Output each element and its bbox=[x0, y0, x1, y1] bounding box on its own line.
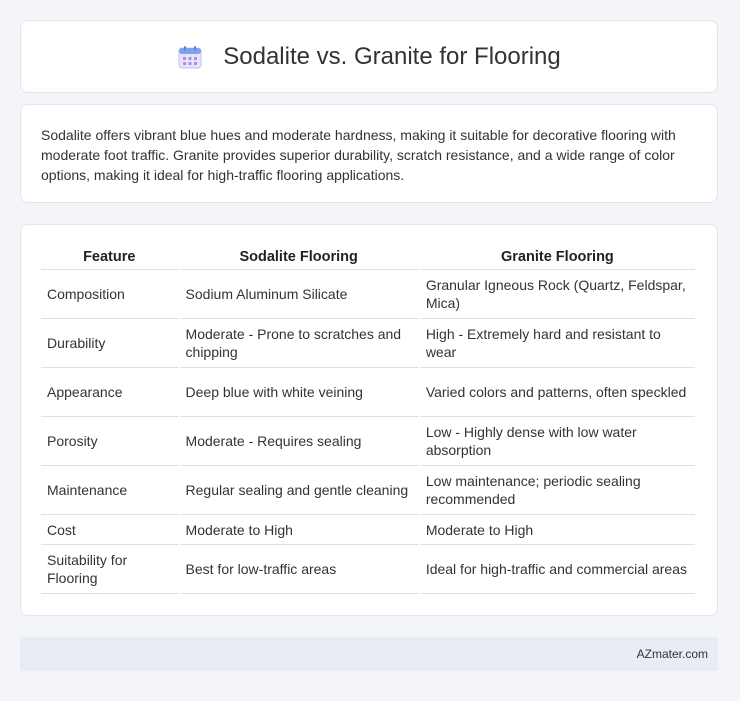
table-cell: Cost bbox=[41, 514, 178, 544]
page-title: Sodalite vs. Granite for Flooring bbox=[223, 42, 561, 70]
table-cell: Ideal for high-traffic and commercial areas bbox=[420, 544, 695, 594]
table-cell: Regular sealing and gentle cleaning bbox=[180, 465, 418, 514]
table-cell: Low maintenance; periodic sealing recommended bbox=[420, 465, 695, 514]
table-row bbox=[41, 416, 695, 465]
header-sodalite: Sodalite Flooring bbox=[239, 249, 358, 265]
comparison-table bbox=[39, 245, 697, 594]
title-card bbox=[20, 20, 718, 93]
intro-text: Sodalite offers vibrant blue hues and moderate hardness, making it suitable for decorative flooring with moderate foot traffic. Granite provides superior durability, scratch resistance, and a wide range of color options, making it ideal for high-traffic flooring applications. bbox=[41, 127, 676, 183]
table-cell: Granular Igneous Rock (Quartz, Feldspar, Mica) bbox=[420, 269, 695, 318]
calendar-icon bbox=[177, 44, 203, 70]
table-cell: Deep blue with white veining bbox=[180, 367, 418, 416]
table-cell: Maintenance bbox=[41, 465, 178, 514]
table-cell: Best for low-traffic areas bbox=[180, 544, 418, 594]
table-cell: Appearance bbox=[41, 367, 178, 416]
table-header-row bbox=[41, 245, 695, 269]
table-row bbox=[41, 318, 695, 367]
header-feature: Feature bbox=[83, 249, 136, 265]
header-granite: Granite Flooring bbox=[501, 249, 614, 265]
table-cell: Moderate to High bbox=[180, 514, 418, 544]
table-row bbox=[41, 367, 695, 416]
table-cell: Low - Highly dense with low water absorption bbox=[420, 416, 695, 465]
table-cell: High - Extremely hard and resistant to wear bbox=[420, 318, 695, 367]
intro-card bbox=[20, 104, 718, 203]
table-cell: Varied colors and patterns, often speckled bbox=[420, 367, 695, 416]
table-cell: Moderate to High bbox=[420, 514, 695, 544]
table-row bbox=[41, 544, 695, 594]
footer-site-link[interactable]: AZmater.com bbox=[636, 647, 708, 661]
table-cell: Composition bbox=[41, 269, 178, 318]
table-row bbox=[41, 514, 695, 544]
table-cell: Durability bbox=[41, 318, 178, 367]
table-row bbox=[41, 465, 695, 514]
table-cell: Porosity bbox=[41, 416, 178, 465]
table-cell: Suitability for Flooring bbox=[41, 544, 178, 594]
table-cell: Moderate - Prone to scratches and chipping bbox=[180, 318, 418, 367]
comparison-table-card bbox=[20, 224, 718, 616]
footer bbox=[20, 637, 718, 671]
table-cell: Sodium Aluminum Silicate bbox=[180, 269, 418, 318]
table-cell: Moderate - Requires sealing bbox=[180, 416, 418, 465]
table-row bbox=[41, 269, 695, 318]
